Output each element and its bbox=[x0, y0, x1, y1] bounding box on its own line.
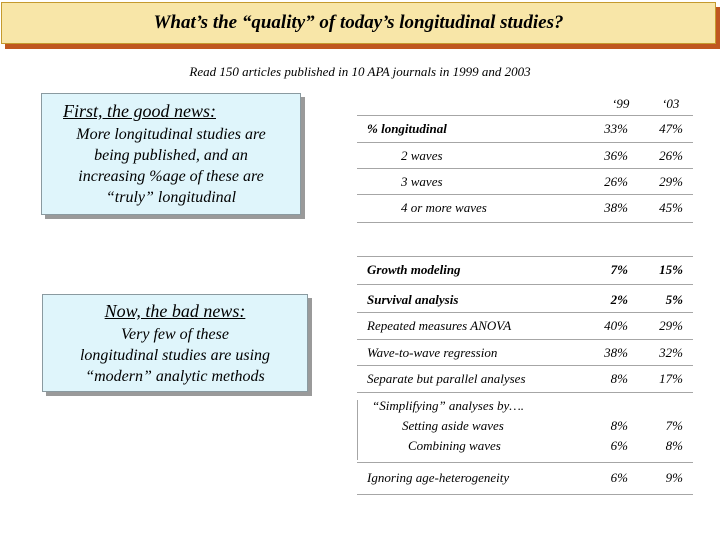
table-rule bbox=[357, 142, 693, 143]
row-label: Setting aside waves bbox=[402, 418, 504, 433]
good-news-line: being published, and an bbox=[94, 147, 248, 164]
value-1999: 26% bbox=[604, 174, 628, 189]
table-rule bbox=[357, 256, 693, 257]
table-rule bbox=[357, 365, 693, 366]
table-rule bbox=[357, 284, 693, 285]
table-rule bbox=[357, 312, 693, 313]
row-label: Ignoring age-heterogeneity bbox=[367, 470, 510, 485]
slide-subtitle: Read 150 articles published in 10 APA journals in 1999 and 2003 bbox=[189, 64, 531, 79]
value-2003: 29% bbox=[659, 174, 683, 189]
slide-title: What’s the “quality” of today’s longitudinal studies? bbox=[153, 12, 564, 33]
bad-news-heading: Now, the bad news: bbox=[104, 301, 246, 321]
value-1999: 8% bbox=[610, 371, 628, 386]
row-label: Combining waves bbox=[408, 438, 501, 453]
value-2003: 29% bbox=[659, 318, 683, 333]
bad-news-line: Very few of these bbox=[121, 326, 229, 343]
value-1999: 36% bbox=[604, 148, 628, 163]
bad-news-line: longitudinal studies are using bbox=[79, 347, 271, 364]
value-1999: 2% bbox=[610, 292, 628, 307]
good-news-line: “truly” longitudinal bbox=[105, 189, 237, 206]
row-label: Growth modeling bbox=[367, 262, 461, 277]
value-2003: 17% bbox=[659, 371, 683, 386]
value-2003: 9% bbox=[665, 470, 683, 485]
good-news-heading: First, the good news: bbox=[63, 101, 216, 121]
row-label: Wave-to-wave regression bbox=[367, 345, 498, 360]
table-rule bbox=[357, 115, 693, 116]
table-rule bbox=[357, 339, 693, 340]
row-label: “Simplifying” analyses by…. bbox=[372, 398, 525, 413]
value-2003: 7% bbox=[665, 418, 683, 433]
column-header-1999: ‘99 bbox=[612, 96, 630, 111]
value-2003: 45% bbox=[659, 200, 683, 215]
table-rule bbox=[357, 222, 693, 223]
row-label: Separate but parallel analyses bbox=[367, 371, 526, 386]
table-rule bbox=[357, 168, 693, 169]
table-rule bbox=[357, 462, 693, 463]
value-1999: 6% bbox=[610, 470, 628, 485]
row-label: 2 waves bbox=[401, 148, 443, 163]
row-label: % longitudinal bbox=[367, 121, 447, 136]
value-1999: 38% bbox=[604, 345, 628, 360]
row-label: 4 or more waves bbox=[401, 200, 487, 215]
column-header-2003: ‘03 bbox=[662, 96, 680, 111]
table-rule bbox=[357, 392, 693, 393]
title-bar bbox=[1, 2, 716, 44]
value-1999: 40% bbox=[604, 318, 628, 333]
value-1999: 33% bbox=[604, 121, 628, 136]
value-2003: 5% bbox=[665, 292, 683, 307]
value-2003: 15% bbox=[659, 262, 683, 277]
table-rule bbox=[357, 400, 358, 460]
bad-news-callout bbox=[42, 294, 308, 392]
value-2003: 32% bbox=[659, 345, 683, 360]
value-2003: 26% bbox=[659, 148, 683, 163]
value-1999: 38% bbox=[604, 200, 628, 215]
value-1999: 8% bbox=[610, 418, 628, 433]
row-label: 3 waves bbox=[401, 174, 443, 189]
value-2003: 8% bbox=[665, 438, 683, 453]
row-label: Repeated measures ANOVA bbox=[367, 318, 512, 333]
table-rule bbox=[357, 494, 693, 495]
value-2003: 47% bbox=[659, 121, 683, 136]
row-label: Survival analysis bbox=[367, 292, 459, 307]
good-news-callout bbox=[41, 93, 301, 215]
good-news-line: More longitudinal studies are bbox=[76, 126, 266, 143]
value-1999: 6% bbox=[610, 438, 628, 453]
value-1999: 7% bbox=[610, 262, 628, 277]
good-news-line: increasing %age of these are bbox=[78, 168, 264, 185]
bad-news-line: “modern” analytic methods bbox=[85, 368, 265, 385]
table-rule bbox=[357, 194, 693, 195]
